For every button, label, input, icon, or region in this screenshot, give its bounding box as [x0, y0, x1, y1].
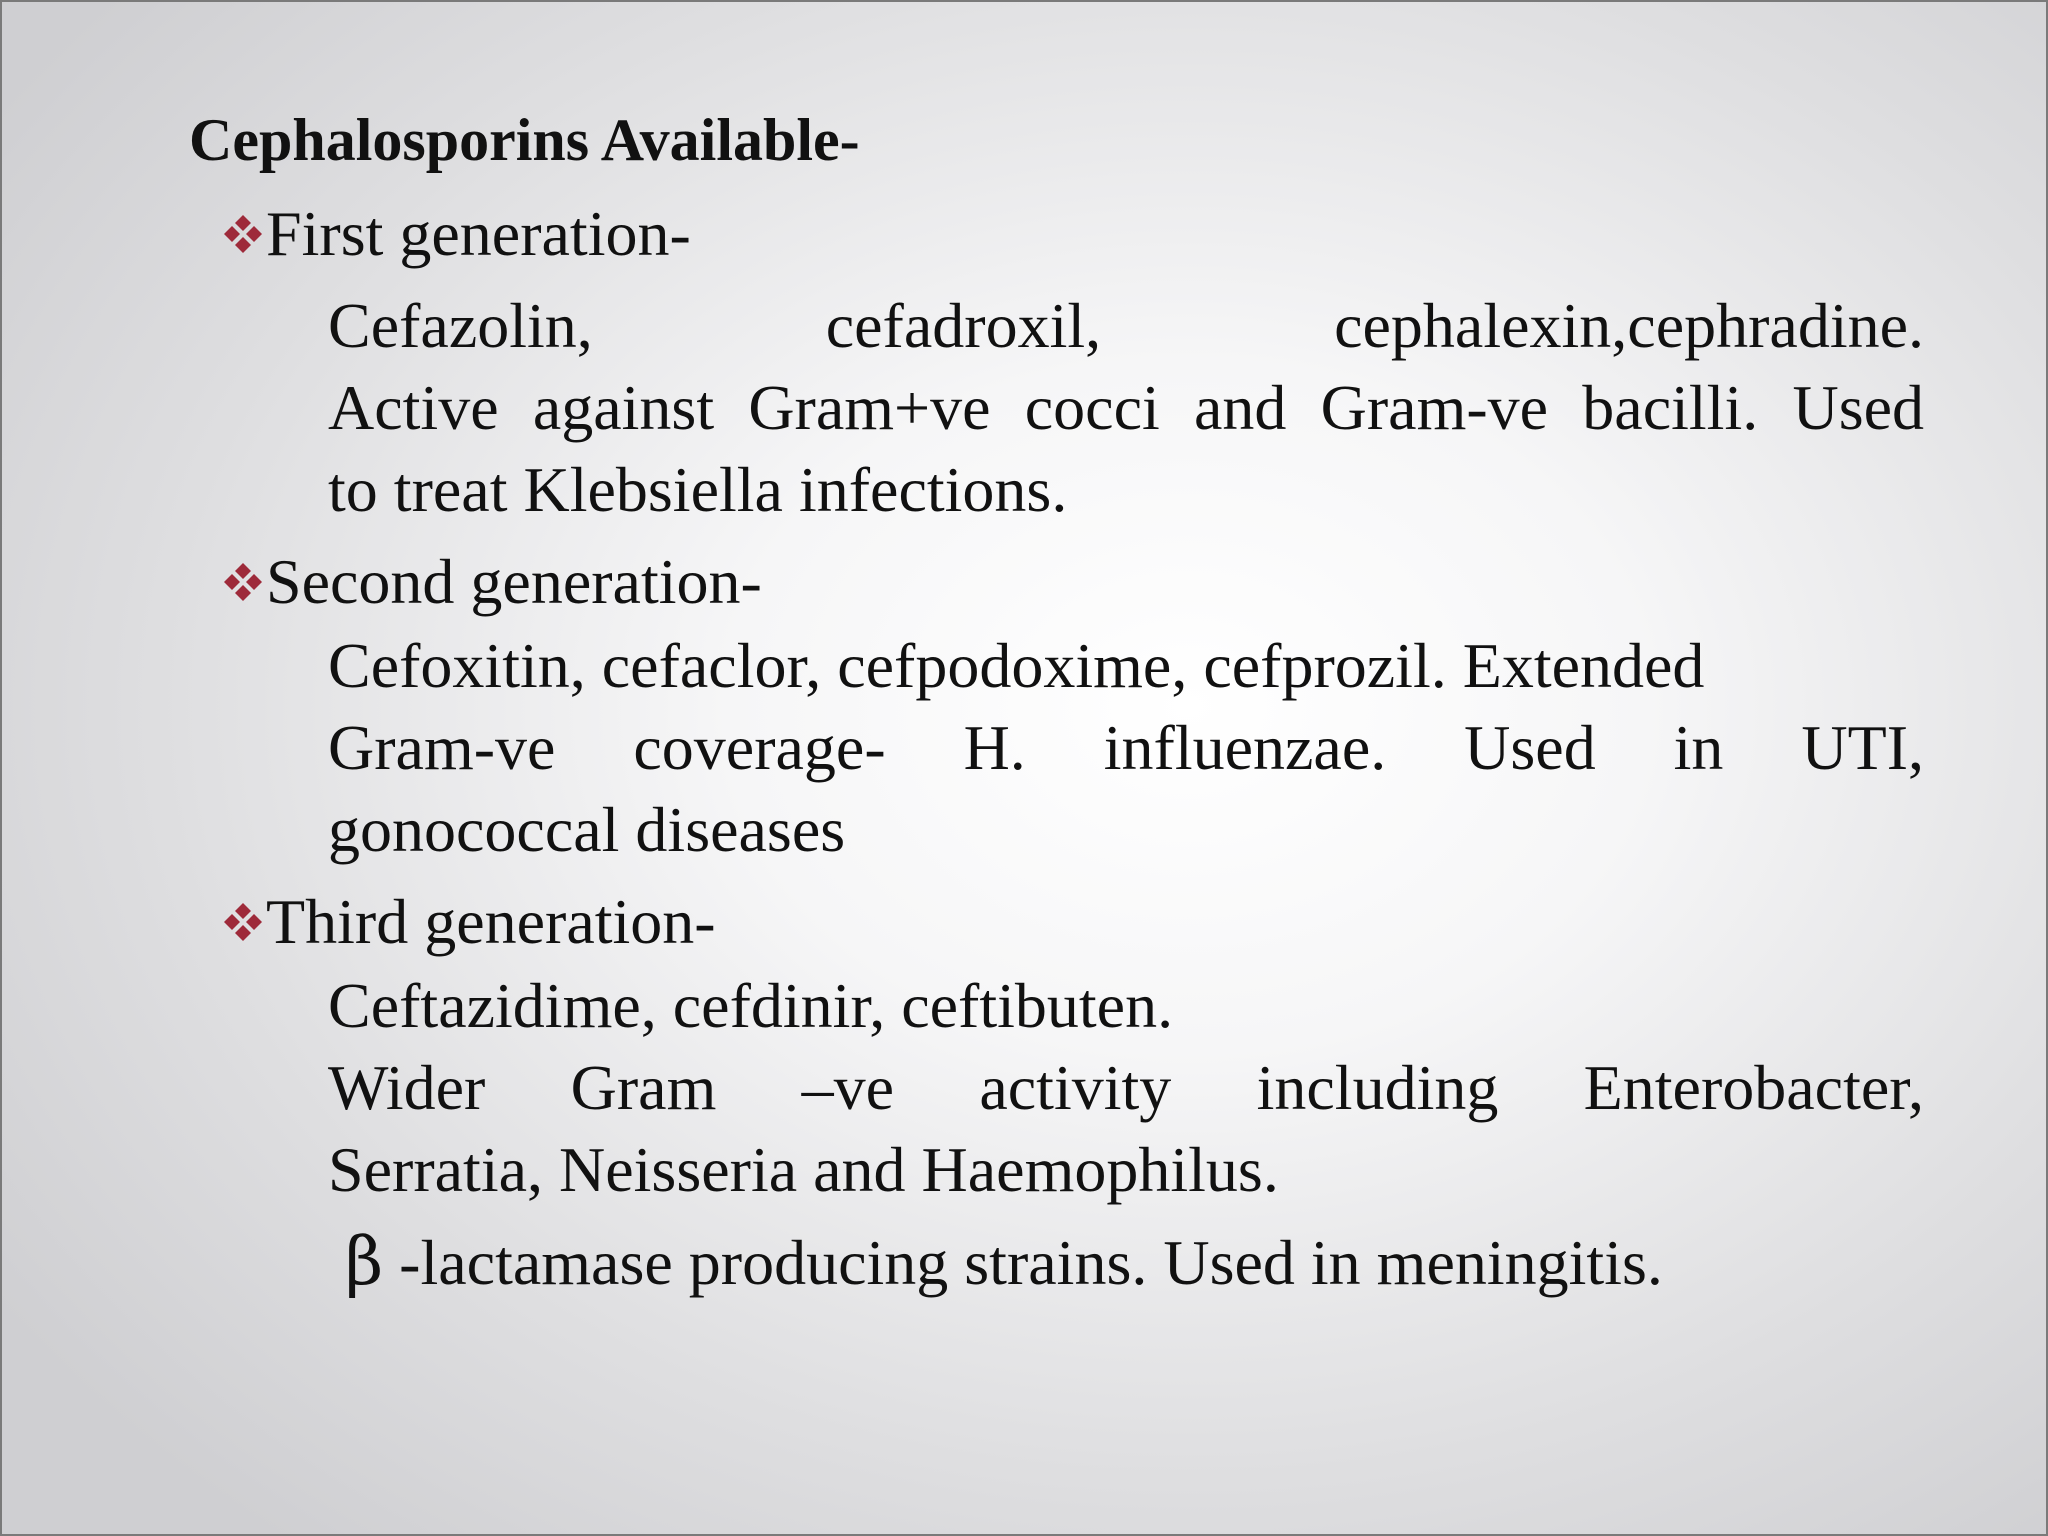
section-line: Gram-ve coverage- H. influenzae. Used in UTI, [328, 712, 1924, 783]
section-heading-text: Second generation- [266, 546, 762, 617]
beta-lactamase-text: -lactamase producing strains. Used in meningitis. [383, 1227, 1663, 1298]
section-line: to treat Klebsiella infections. [328, 454, 1068, 525]
beta-symbol: β [345, 1223, 384, 1300]
section-line: gonococcal diseases [328, 794, 846, 865]
section-heading-second-generation [220, 542, 762, 622]
diamond-cluster-bullet-icon [220, 899, 266, 945]
section-line: Cefoxitin, cefaclor, cefpodoxime, cefprozil. Extended [328, 630, 1705, 701]
section-heading-third-generation [220, 882, 716, 962]
beta-lactamase-line [345, 1222, 1941, 1303]
section-line: Ceftazidime, cefdinir, ceftibuten. [328, 970, 1174, 1041]
diamond-cluster-bullet-icon [220, 559, 266, 605]
diamond-cluster-bullet-icon [220, 211, 266, 257]
section-line: Wider Gram –ve activity including Enterobacter, [328, 1052, 1924, 1123]
slide-title: Cephalosporins Available- [189, 107, 860, 173]
section-heading-text: Third generation- [266, 886, 716, 957]
section-heading-first-generation [220, 194, 691, 274]
section-line: Cefazolin, cefadroxil, cephalexin,cephradine. [328, 290, 1924, 361]
section-heading-text: First generation- [266, 198, 691, 269]
section-line: Active against Gram+ve cocci and Gram-ve bacilli. Used [328, 372, 1924, 443]
section-line: Serratia, Neisseria and Haemophilus. [328, 1134, 1279, 1205]
